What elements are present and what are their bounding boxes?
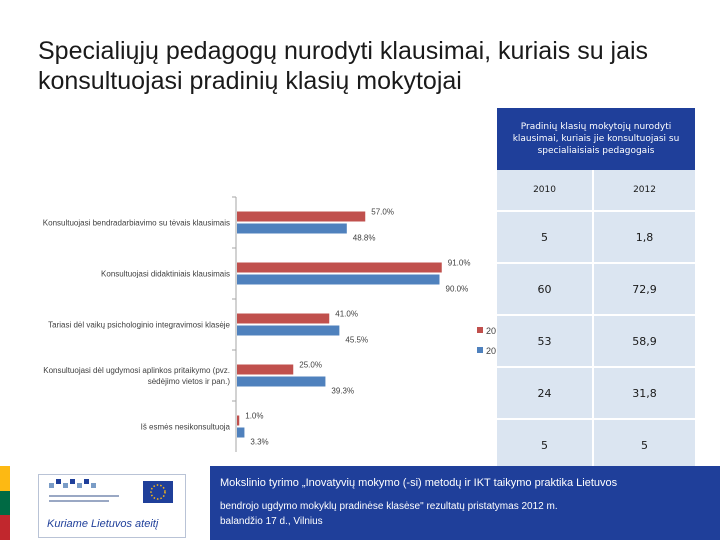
- bar: [237, 428, 244, 438]
- table-cell: 53: [497, 315, 593, 367]
- category-label: Konsultuojasi dėl ugdymosi aplinkos pritaikymo (pvz.: [43, 366, 230, 375]
- data-label: 57.0%: [371, 207, 394, 217]
- category-label: Konsultuojasi didaktiniais klausimais: [101, 269, 230, 279]
- legend-label: 20: [486, 346, 497, 356]
- bar: [237, 224, 347, 234]
- logo-caption: Kuriame Lietuvos ateitį: [47, 518, 159, 530]
- eu-logo-graphic: [39, 475, 185, 517]
- ministry-logo-icon: [49, 479, 119, 502]
- category-label: Iš esmės nesikonsultuoja: [140, 422, 230, 432]
- table-cell: 5: [497, 419, 593, 471]
- table-year-cell: 2010: [497, 170, 593, 211]
- footer-line-2: bendrojo ugdymo mokyklų pradinėse klasėse" rezultatų pristatymas 2012 m.: [220, 501, 558, 512]
- legend-label: 20: [486, 326, 497, 336]
- table-cell: 58,9: [593, 315, 695, 367]
- flag-stripes: [0, 466, 10, 540]
- legend-swatch: [477, 327, 483, 333]
- footer-line-1: Mokslinio tyrimo „Inovatyvių mokymo (-si) metodų ir IKT taikymo praktika Lietuvos: [220, 477, 618, 489]
- table-cell: 72,9: [593, 263, 695, 315]
- comparison-table: [497, 108, 695, 472]
- bar: [237, 365, 293, 375]
- data-label: 39.3%: [331, 386, 355, 396]
- bar: [237, 275, 440, 285]
- category-label: Konsultuojasi bendradarbiavimo su tėvais klausimais: [42, 218, 230, 228]
- flag-stripe-red: [0, 515, 10, 540]
- bar: [237, 326, 339, 336]
- data-label: 45.5%: [345, 335, 369, 345]
- table-cell: 60: [497, 263, 593, 315]
- table-cell: 5: [593, 419, 695, 471]
- footer: [0, 466, 720, 540]
- bar-chart: [0, 185, 500, 453]
- category-label: Tariasi dėl vaikų psichologinio integravimosi klasėje: [48, 320, 230, 330]
- table-cell: 5: [497, 211, 593, 263]
- eu-funds-logo: [38, 474, 186, 538]
- data-label: 1.0%: [245, 411, 264, 421]
- data-label: 25.0%: [299, 360, 322, 370]
- slide-title: Specialiųjų pedagogų nurodyti klausimai, kuriais su jais konsultuojasi pradinių klasių mokytojai: [38, 37, 649, 95]
- bar: [237, 212, 365, 222]
- bar: [237, 416, 239, 426]
- table-year-cell: 2012: [593, 170, 695, 211]
- bar: [237, 314, 329, 324]
- data-label: 90.0%: [445, 284, 469, 294]
- bar: [237, 263, 442, 273]
- data-label: 41.0%: [335, 309, 358, 319]
- flag-stripe-green: [0, 491, 10, 516]
- data-label: 3.3%: [250, 437, 269, 447]
- footer-line-3: balandžio 17 d., Vilnius: [220, 516, 323, 527]
- legend-swatch: [477, 347, 483, 353]
- data-label: 91.0%: [447, 258, 471, 268]
- bar: [237, 377, 325, 387]
- table-cell: 1,8: [593, 211, 695, 263]
- data-label: 48.8%: [352, 233, 376, 243]
- flag-stripe-yellow: [0, 466, 10, 491]
- table-cell: 24: [497, 367, 593, 419]
- eu-flag-icon: [143, 481, 173, 503]
- table-cell: 31,8: [593, 367, 695, 419]
- category-label: sėdėjimo vietos ir pan.): [147, 377, 230, 386]
- table-header: Pradinių klasių mokytojų nurodyti klausimai, kuriais jie konsultuojasi su specialiaisiais pedagogais: [497, 108, 695, 170]
